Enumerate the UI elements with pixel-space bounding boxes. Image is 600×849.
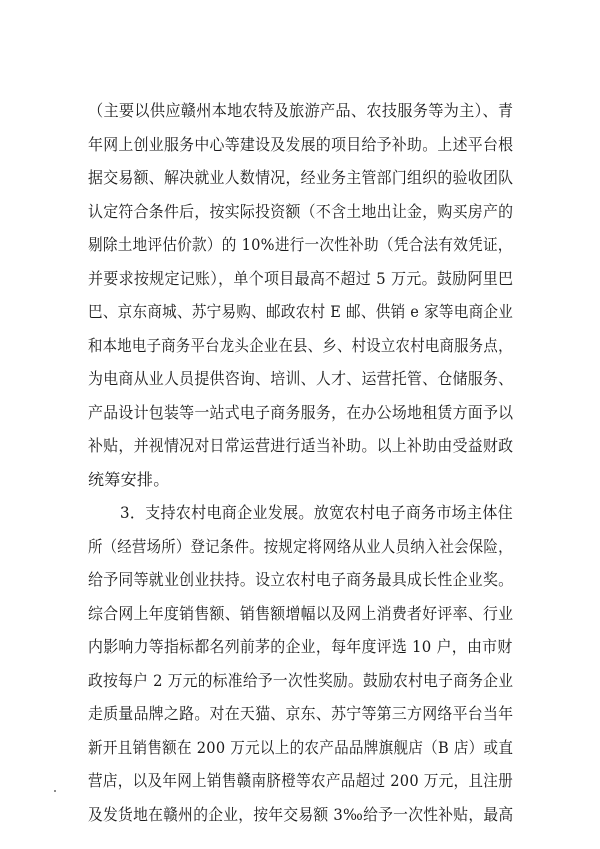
text-line: 营店，以及年网上销售赣南脐橙等农产品超过 200 万元，且注册 (88, 771, 514, 790)
text-line: 并要求按规定记账），单个项目最高不超过 5 万元。鼓励阿里巴 (88, 269, 514, 288)
text-line: 据交易额、解决就业人数情况，经业务主管部门组织的验收团队 (88, 168, 514, 187)
text-line: 巴、京东商城、苏宁易购、邮政农村 E 邮、供销 e 家等电商企业 (88, 302, 514, 321)
text-line: 和本地电子商务平台龙头企业在县、乡、村设立农村电商服务点， (88, 336, 513, 355)
text-line: 认定符合条件后，按实际投资额（不含土地出让金，购买房产的 (88, 202, 514, 221)
text-line: 所（经营场所）登记条件。按规定将网络从业人员纳入社会保险， (88, 537, 513, 556)
text-line: 给予同等就业创业扶持。设立农村电子商务最具成长性企业奖。 (88, 570, 514, 589)
text-line: 政按每户 2 万元的标准给予一次性奖励。鼓励农村电子商务企业 (88, 671, 514, 690)
scan-speck (54, 790, 56, 792)
text-line: 走质量品牌之路。对在天猫、京东、苏宁等第三方网络平台当年 (88, 704, 514, 723)
text-line: 补贴，并视情况对日常运营进行适当补助。以上补助由受益财政 (88, 436, 514, 455)
text-line: 综合网上年度销售额、销售额增幅以及网上消费者好评率、行业 (88, 604, 514, 623)
text-line: 产品设计包装等一站式电子商务服务，在办公场地租赁方面予以 (88, 403, 514, 422)
text-line: 新开且销售额在 200 万元以上的农产品品牌旗舰店（B 店）或直 (88, 738, 514, 757)
text-line: （主要以供应赣州本地农特及旅游产品、农技服务等为主）、青 (88, 101, 514, 120)
text-line: 年网上创业服务中心等建设及发展的项目给予补助。上述平台根 (88, 135, 514, 154)
text-line: 3．支持农村电商企业发展。放宽农村电子商务市场主体住 (120, 503, 513, 522)
text-line: 剔除土地评估价款）的 10%进行一次性补助（凭合法有效凭证， (88, 235, 513, 254)
text-line: 为电商从业人员提供咨询、培训、人才、运营托管、仓储服务、 (88, 369, 514, 388)
text-line: 内影响力等指标都名列前茅的企业，每年度评选 10 户，由市财 (88, 637, 513, 656)
text-line: 及发货地在赣州的企业，按年交易额 3‰给予一次性补贴，最高 (88, 805, 514, 824)
text-line: 统筹安排。 (88, 470, 170, 489)
